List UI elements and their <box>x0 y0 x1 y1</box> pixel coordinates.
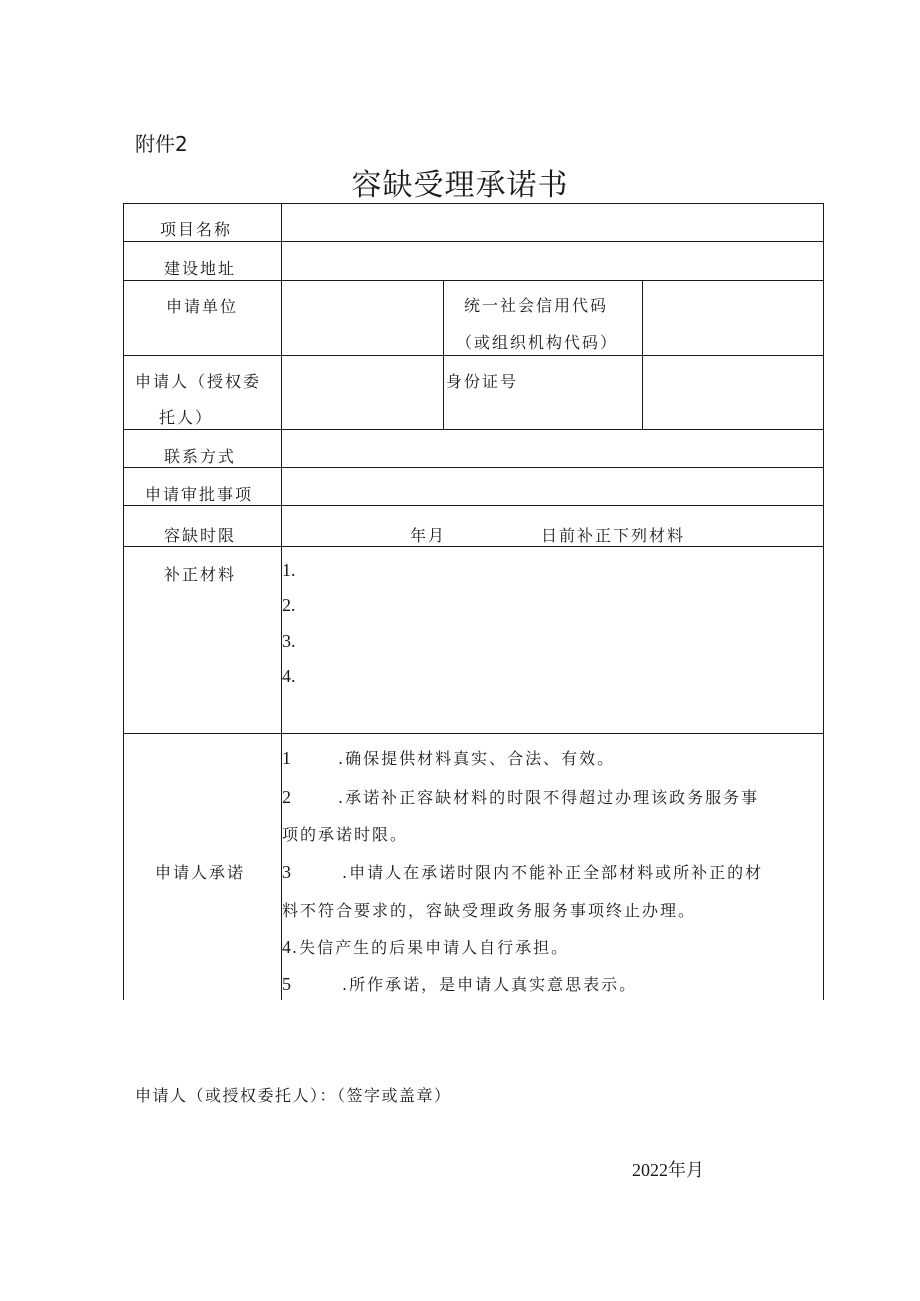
promise-text: .承诺补正容缺材料的时限不得超过办理该政务服务事 <box>338 788 760 807</box>
promise-item <box>282 746 615 769</box>
promise-text: .所作承诺，是申请人真实意思表示。 <box>342 975 638 994</box>
promise-item <box>282 860 763 883</box>
promise-number: 2 <box>282 787 291 807</box>
deadline-year-month: 年月 <box>410 526 447 545</box>
contact-label: 联系方式 <box>164 447 237 466</box>
promise-text: .申请人在承诺时限内不能补正全部材料或所补正的材 <box>342 863 764 882</box>
promise-text-cont: 项的承诺时限。 <box>282 825 409 844</box>
promise-text: .失信产生的后果申请人自行承担。 <box>292 938 570 957</box>
promise-text: .确保提供材料真实、合法、有效。 <box>338 749 616 768</box>
address-label: 建设地址 <box>164 259 237 278</box>
table-rule <box>123 280 824 281</box>
table-border-top <box>123 203 824 204</box>
deadline-label: 容缺时限 <box>164 526 237 545</box>
material-item: 1. <box>282 560 296 580</box>
document-title: 容缺受理承诺书 <box>351 168 569 203</box>
promise-item <box>282 935 569 958</box>
table-rule <box>123 505 824 506</box>
credit-code-label-alt: （或组织机构代码） <box>456 333 619 352</box>
table-column-divider <box>642 280 643 429</box>
promise-number: 4 <box>282 937 291 957</box>
project-name-label: 项目名称 <box>160 220 233 239</box>
table-rule <box>123 733 824 734</box>
promise-item <box>282 972 637 995</box>
table-rule <box>123 546 824 547</box>
promise-text-cont: 料不符合要求的，容缺受理政务服务事项终止办理。 <box>282 901 697 920</box>
promise-label: 申请人承诺 <box>155 863 246 882</box>
promise-item <box>282 785 759 808</box>
applicant-label: 申请人（授权委 <box>135 372 262 391</box>
id-number-label: 身份证号 <box>446 372 519 391</box>
attachment-label: 附件2 <box>135 132 188 156</box>
promise-number: 1 <box>282 748 291 768</box>
approval-item-label: 申请审批事项 <box>145 485 254 504</box>
table-border-right <box>823 203 824 1000</box>
deadline-suffix: 日前补正下列材料 <box>541 526 686 545</box>
table-border-left <box>123 203 124 1000</box>
materials-label: 补正材料 <box>164 565 237 584</box>
promise-number: 5 <box>282 974 291 994</box>
table-rule <box>123 429 824 430</box>
table-rule <box>123 467 824 468</box>
promise-number: 3 <box>282 862 291 882</box>
material-item: 4. <box>282 666 296 686</box>
date-line: 2022年月 <box>632 1160 704 1180</box>
material-item: 3. <box>282 631 296 651</box>
applicant-label-cont: 托人） <box>159 408 214 427</box>
signature-line: 申请人（或授权委托人）：（签字或盖章） <box>135 1086 452 1105</box>
table-rule <box>123 355 824 356</box>
material-item: 2. <box>282 595 296 615</box>
table-rule <box>123 241 824 242</box>
table-column-divider <box>443 280 444 429</box>
credit-code-label: 统一社会信用代码 <box>464 296 609 315</box>
applicant-unit-label: 申请单位 <box>166 297 239 316</box>
